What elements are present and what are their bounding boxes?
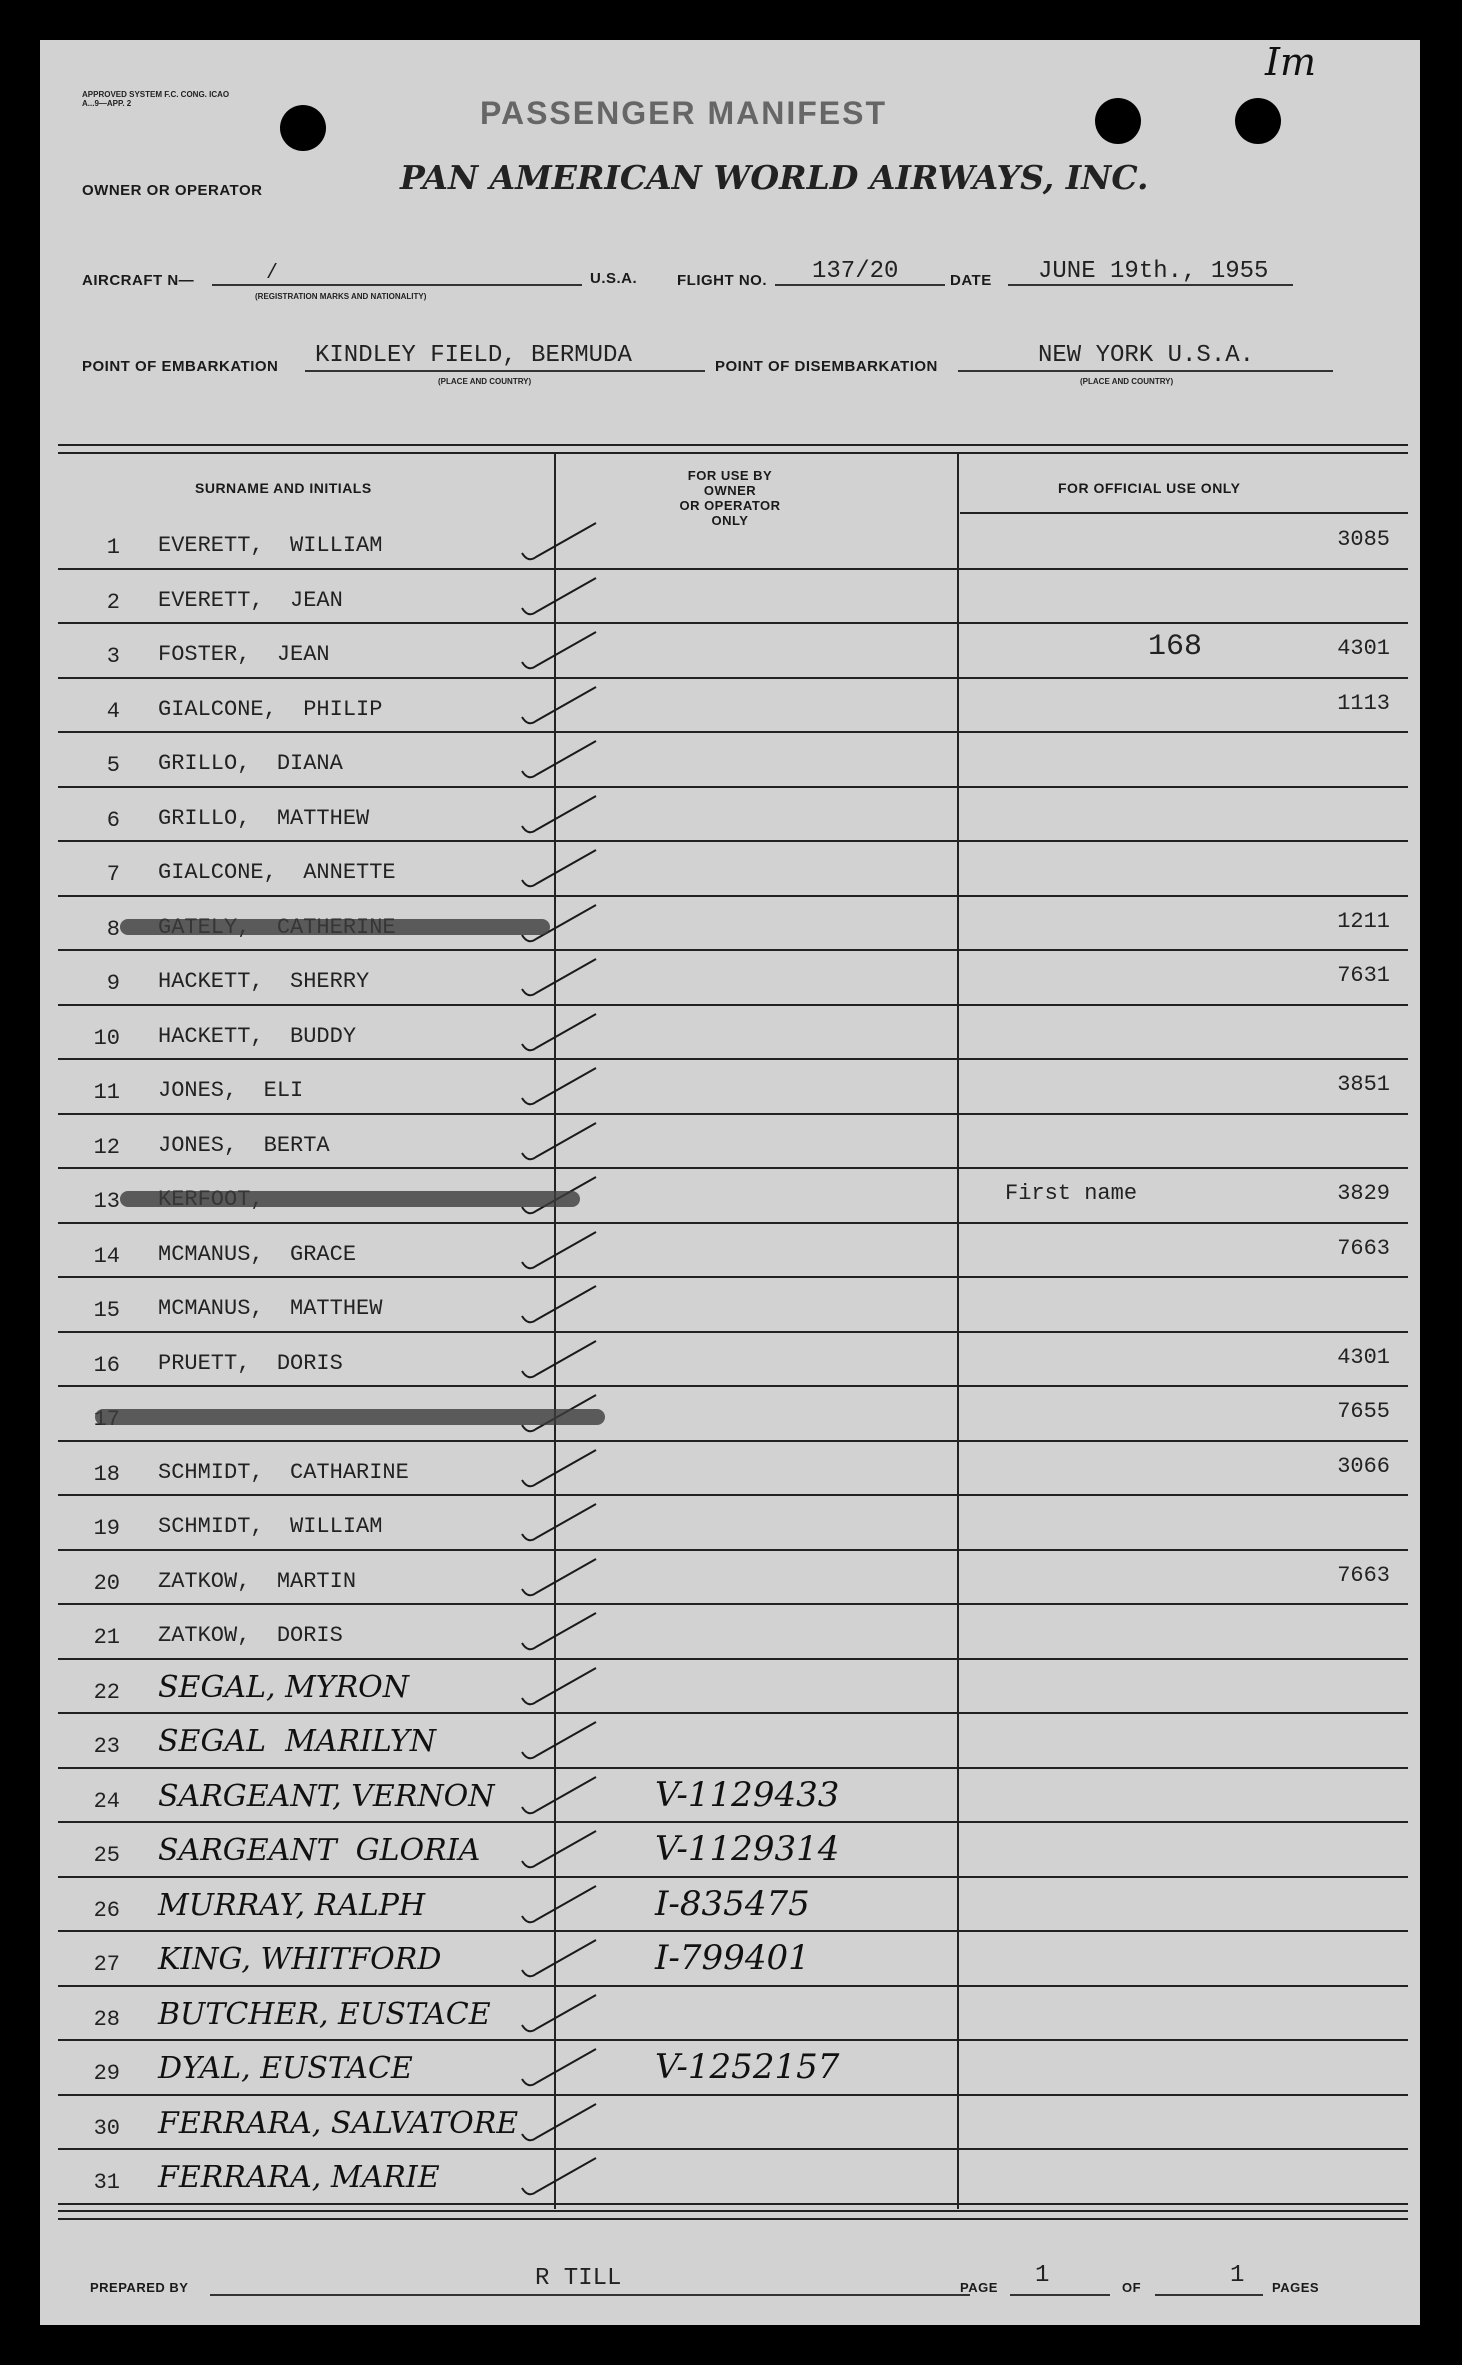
table-row	[40, 951, 1420, 1006]
table-row	[40, 2150, 1420, 2205]
check-mark-icon	[518, 628, 600, 674]
disembark-caption: (PLACE AND COUNTRY)	[1080, 377, 1174, 386]
official-code: 7631	[1337, 963, 1390, 988]
official-code: 1113	[1337, 690, 1390, 716]
owner-label: OWNER OR OPERATOR	[82, 182, 263, 199]
check-mark-icon	[518, 1991, 600, 2037]
table-row	[40, 1060, 1420, 1115]
passenger-name: SEGAL MARILYN	[158, 1724, 436, 1759]
of-field-line	[1155, 2294, 1263, 2296]
passenger-name: DYAL, EUSTACE	[158, 2051, 413, 2086]
check-mark-icon	[518, 1718, 600, 1764]
passenger-name: MCMANUS, MATTHEW	[158, 1296, 383, 1321]
official-code: 7663	[1337, 1562, 1390, 1588]
strike-through	[95, 1409, 605, 1425]
row-number: 30	[93, 2115, 120, 2141]
passenger-name: ZATKOW, DORIS	[158, 1623, 343, 1648]
passenger-name: GIALCONE, ANNETTE	[158, 860, 396, 885]
punch-hole	[1095, 98, 1141, 144]
of-value: 1	[1230, 2262, 1245, 2289]
check-mark-icon	[518, 1773, 600, 1819]
passenger-name: HACKETT, SHERRY	[158, 969, 370, 994]
passenger-name: BUTCHER, EUSTACE	[158, 1996, 491, 2032]
table-row	[40, 1660, 1420, 1715]
row-number: 23	[93, 1734, 120, 1759]
disembark-label: POINT OF DISEMBARKATION	[715, 358, 938, 375]
initials-mark: Im	[1265, 40, 1317, 84]
prepared-field-line	[210, 2294, 970, 2296]
passenger-name: SARGEANT, VERNON	[158, 1778, 495, 1814]
of-label: OF	[1122, 2280, 1142, 2295]
row-number: 3	[106, 644, 120, 669]
embark-caption: (PLACE AND COUNTRY)	[438, 377, 532, 386]
row-number: 7	[106, 862, 120, 887]
passenger-name: GRILLO, MATTHEW	[158, 805, 370, 831]
passenger-name: KING, WHITFORD	[158, 1942, 442, 1977]
col-header-owner-line1: FOR USE BY OWNER	[687, 468, 773, 498]
check-mark-icon	[518, 1119, 600, 1165]
row-number: 11	[93, 1080, 120, 1105]
disembark-field-line	[958, 370, 1333, 372]
punch-hole	[280, 105, 326, 151]
row-number: 13	[93, 1189, 120, 1214]
document-number: V-1129433	[655, 1774, 840, 1815]
page-value: 1	[1035, 2262, 1050, 2289]
official-note: First name	[1005, 1181, 1138, 1206]
row-number: 6	[106, 807, 120, 833]
aircraft-value: /	[266, 262, 279, 285]
table-row	[40, 1823, 1420, 1878]
passenger-name: ZATKOW, MARTIN	[158, 1568, 357, 1594]
check-mark-icon	[518, 1936, 600, 1982]
table-row	[40, 624, 1420, 679]
passenger-name: MURRAY, RALPH	[158, 1887, 426, 1923]
official-code: 4301	[1337, 636, 1390, 661]
check-mark-icon	[518, 1500, 600, 1546]
table-row	[40, 570, 1420, 625]
check-mark-icon	[518, 1337, 600, 1383]
row-number: 4	[106, 698, 120, 724]
row-number: 27	[93, 1952, 120, 1977]
table-row	[40, 1442, 1420, 1497]
table-row	[40, 1224, 1420, 1279]
check-mark-icon	[518, 1446, 600, 1492]
table-row	[40, 2096, 1420, 2151]
table-row	[40, 1769, 1420, 1824]
row-number: 12	[93, 1134, 120, 1160]
row-number: 22	[93, 1679, 120, 1705]
official-code: 3085	[1337, 527, 1390, 552]
official-code: 3851	[1337, 1072, 1390, 1097]
document-number: I-835475	[655, 1883, 810, 1924]
row-number: 18	[93, 1461, 120, 1487]
punch-hole	[1235, 98, 1281, 144]
disembark-value: NEW YORK U.S.A.	[1038, 342, 1255, 369]
official-code: 3066	[1337, 1453, 1390, 1479]
check-mark-icon	[518, 1282, 600, 1328]
check-mark-icon	[518, 1228, 600, 1274]
pages-label: PAGES	[1272, 2280, 1320, 2295]
flight-label: FLIGHT NO.	[677, 272, 767, 289]
table-row	[40, 842, 1420, 897]
table-top-rule	[58, 444, 1408, 446]
embark-field-line	[305, 370, 705, 372]
passenger-name: FOSTER, JEAN	[158, 642, 330, 667]
row-number: 10	[93, 1025, 120, 1051]
table-row	[40, 788, 1420, 843]
passenger-name: JONES, ELI	[158, 1078, 304, 1103]
row-number: 8	[106, 916, 120, 942]
check-mark-icon	[518, 1827, 600, 1873]
table-row	[40, 515, 1420, 570]
table-row	[40, 2041, 1420, 2096]
approval-note: APPROVED SYSTEM F.C. CONG. ICAO A...9—APP. 2	[82, 90, 230, 108]
aircraft-label: AIRCRAFT N—	[82, 272, 195, 289]
row-number: 28	[93, 2006, 120, 2032]
document-number: V-1129314	[655, 1829, 840, 1869]
check-mark-icon	[518, 2154, 600, 2200]
table-row	[40, 1278, 1420, 1333]
row-number: 21	[93, 1625, 120, 1650]
table-row	[40, 679, 1420, 734]
table-row	[40, 1932, 1420, 1987]
row-number: 29	[93, 2061, 120, 2086]
official-note-168: 168	[1148, 630, 1203, 664]
col-header-names: SURNAME AND INITIALS	[195, 480, 372, 496]
passenger-name: JONES, BERTA	[158, 1132, 330, 1158]
flight-value: 137/20	[812, 258, 899, 285]
prepared-value: R TILL	[535, 2265, 622, 2292]
passenger-name: GIALCONE, PHILIP	[158, 696, 383, 722]
col-header-official: FOR OFFICIAL USE ONLY	[1058, 480, 1241, 496]
table-row	[40, 1333, 1420, 1388]
check-mark-icon	[518, 1609, 600, 1655]
form-title: PASSENGER MANIFEST	[480, 95, 887, 131]
row-number: 16	[93, 1352, 120, 1378]
passenger-name: FERRARA, SALVATORE	[158, 2105, 519, 2141]
passenger-name: PRUETT, DORIS	[158, 1350, 343, 1376]
row-number: 5	[106, 753, 120, 778]
check-mark-icon	[518, 846, 600, 892]
official-code: 7655	[1337, 1399, 1390, 1424]
col-header-owner-line2: OR OPERATOR ONLY	[679, 498, 781, 528]
check-mark-icon	[518, 792, 600, 838]
table-row	[40, 733, 1420, 788]
row-number: 31	[93, 2170, 120, 2195]
passenger-name: EVERETT, WILLIAM	[158, 533, 383, 558]
strike-through	[120, 1191, 580, 1207]
check-mark-icon	[518, 1010, 600, 1056]
row-number: 25	[93, 1843, 120, 1868]
official-code: 7663	[1337, 1235, 1390, 1261]
page-field-line	[1010, 2294, 1110, 2296]
usa-label: U.S.A.	[590, 270, 638, 287]
check-mark-icon	[518, 1064, 600, 1110]
row-number: 15	[93, 1298, 120, 1323]
row-number: 26	[93, 1897, 120, 1923]
document-number: I-799401	[655, 1938, 810, 1978]
official-code: 4301	[1337, 1344, 1390, 1370]
table-row	[40, 1551, 1420, 1606]
table-row	[40, 1115, 1420, 1170]
table-row	[40, 1878, 1420, 1933]
official-code: 3829	[1337, 1181, 1390, 1206]
table-bottom-rule	[58, 2218, 1408, 2220]
check-mark-icon	[518, 574, 600, 620]
document-number: V-1252157	[655, 2047, 840, 2087]
row-number: 14	[93, 1243, 120, 1269]
passenger-name: SEGAL, MYRON	[158, 1669, 410, 1705]
manifest-sheet	[40, 40, 1420, 2325]
table-row	[40, 1605, 1420, 1660]
registration-caption: (REGISTRATION MARKS AND NATIONALITY)	[255, 292, 427, 301]
official-code: 1211	[1337, 908, 1390, 934]
passenger-name: SCHMIDT, CATHARINE	[158, 1459, 409, 1485]
header-rule	[960, 512, 1408, 514]
row-number: 1	[106, 535, 120, 560]
passenger-name: GRILLO, DIANA	[158, 751, 343, 776]
check-mark-icon	[518, 683, 600, 729]
check-mark-icon	[518, 519, 600, 565]
passenger-name: HACKETT, BUDDY	[158, 1023, 357, 1049]
row-number: 2	[106, 589, 120, 615]
check-mark-icon	[518, 737, 600, 783]
table-row	[40, 1006, 1420, 1061]
table-top-rule	[58, 452, 1408, 454]
check-mark-icon	[518, 955, 600, 1001]
prepared-label: PREPARED BY	[90, 2280, 189, 2295]
date-label: DATE	[950, 272, 992, 289]
strike-through	[120, 919, 550, 935]
table-row	[40, 1496, 1420, 1551]
passenger-name: SARGEANT GLORIA	[158, 1833, 481, 1868]
passenger-name: FERRARA, MARIE	[158, 2160, 440, 2195]
passenger-name: SCHMIDT, WILLIAM	[158, 1514, 383, 1539]
table-row	[40, 1987, 1420, 2042]
check-mark-icon	[518, 2100, 600, 2146]
check-mark-icon	[518, 2045, 600, 2091]
embark-label: POINT OF EMBARKATION	[82, 358, 279, 375]
row-number: 24	[93, 1788, 120, 1814]
date-value: JUNE 19th., 1955	[1038, 258, 1269, 285]
row-number: 9	[106, 971, 120, 996]
passenger-name: EVERETT, JEAN	[158, 587, 343, 613]
table-bottom-rule	[58, 2210, 1408, 2212]
passenger-name: MCMANUS, GRACE	[158, 1241, 357, 1267]
page-label: PAGE	[960, 2280, 998, 2295]
check-mark-icon	[518, 1555, 600, 1601]
table-row	[40, 1714, 1420, 1769]
row-rule	[58, 2203, 1408, 2205]
owner-value: PAN AMERICAN WORLD AIRWAYS, INC.	[400, 158, 1149, 197]
check-mark-icon	[518, 1664, 600, 1710]
row-number: 19	[93, 1516, 120, 1541]
check-mark-icon	[518, 1882, 600, 1928]
row-number: 20	[93, 1570, 120, 1596]
embark-value: KINDLEY FIELD, BERMUDA	[315, 342, 632, 369]
